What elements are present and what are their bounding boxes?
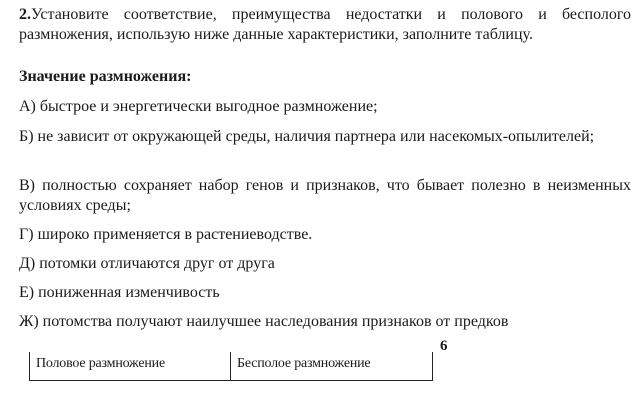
table-header-sexual: Половое размножение [30, 352, 231, 380]
task-statement [19, 5, 631, 45]
list-item-a: А) быстрое и энергетически выгодное размножение; [19, 98, 378, 115]
task-text: Установите соответствие, преимущества недостатки и полового и бесполого размножения, использую ниже данные характеристики, заполните таблицу. [19, 6, 631, 43]
list-item-d: Д) потомки отличаются друг от друга [19, 255, 275, 272]
section-heading: Значение размножения: [19, 68, 192, 85]
answer-table [29, 352, 433, 381]
list-item-zh: Ж) потомства получают наилучшее наследования признаков от предков [19, 313, 509, 330]
list-item-b: Б) не зависит от окружающей среды, наличия партнера или насекомых-опылителей; [19, 128, 595, 145]
list-item-e: Е) пониженная изменчивость [19, 284, 220, 301]
list-item-g: Г) широко применяется в растениеводстве. [19, 226, 313, 243]
table-header-asexual: Бесполое размножение [237, 356, 371, 371]
task-number: 2. [19, 6, 31, 23]
page-number: 6 [440, 338, 448, 354]
list-item-v: В) полностью сохраняет набор генов и признаков, что бывает полезно в неизменных условиях среды; [19, 177, 631, 214]
